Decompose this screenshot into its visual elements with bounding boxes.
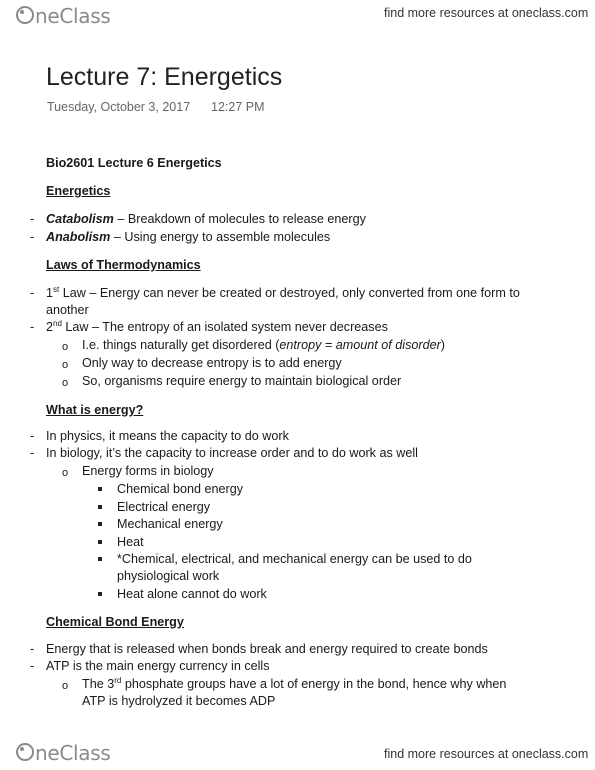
circle-bullet: o bbox=[62, 467, 69, 479]
energy-heading: What is energy? bbox=[46, 403, 144, 417]
circle-bullet: o bbox=[62, 377, 69, 389]
circle-bullet: o bbox=[62, 341, 69, 353]
dash-bullet: - bbox=[30, 659, 35, 673]
anabolism-text: – Using energy to assemble molecules bbox=[110, 230, 331, 244]
form-heat: Heat bbox=[117, 535, 144, 549]
first-law-sup: st bbox=[53, 285, 60, 294]
second-law-num: 2 bbox=[46, 320, 54, 334]
footer-resources-link[interactable]: find more resources at oneclass.com bbox=[384, 747, 589, 761]
laws-heading: Laws of Thermodynamics bbox=[46, 258, 201, 272]
square-bullet bbox=[98, 540, 102, 544]
atp-sub-pre: The 3 bbox=[82, 677, 115, 691]
oneclass-logo bbox=[16, 4, 111, 28]
form-physiological-cont: physiological work bbox=[117, 569, 220, 583]
atp-sub-sup: rd bbox=[114, 676, 122, 685]
catabolism-text: – Breakdown of molecules to release energy bbox=[113, 212, 366, 226]
chem-bond-item2: ATP is the main energy currency in cells bbox=[46, 659, 270, 673]
energy-forms-item: Energy forms in biology bbox=[82, 464, 214, 478]
entropy-sub3: So, organisms require energy to maintain biological order bbox=[82, 374, 402, 388]
chem-bond-item1: Energy that is released when bonds break and energy required to create bonds bbox=[46, 642, 488, 656]
dash-bullet: - bbox=[30, 212, 35, 226]
dash-bullet: - bbox=[30, 320, 35, 334]
note-time: 12:27 PM bbox=[211, 100, 265, 114]
dash-bullet: - bbox=[30, 286, 35, 300]
first-law-num: 1 bbox=[46, 286, 54, 300]
anabolism-term: Anabolism bbox=[46, 230, 111, 244]
entropy-sub2: Only way to decrease entropy is to add energy bbox=[82, 356, 342, 370]
footer-logo-text: neClass bbox=[35, 741, 111, 765]
course-heading: Bio2601 Lecture 6 Energetics bbox=[46, 156, 222, 170]
circle-bullet: o bbox=[62, 359, 69, 371]
square-bullet bbox=[98, 557, 102, 561]
second-law-item bbox=[46, 319, 388, 337]
entropy-definition: entropy = amount of disorder bbox=[279, 338, 441, 352]
dash-bullet: - bbox=[30, 429, 35, 443]
header-resources-link[interactable]: find more resources at oneclass.com bbox=[384, 6, 589, 20]
oneclass-logo-icon bbox=[16, 743, 34, 761]
atp-sub-cont: ATP is hydrolyzed it becomes ADP bbox=[82, 694, 276, 708]
form-mechanical: Mechanical energy bbox=[117, 517, 223, 531]
dash-bullet: - bbox=[30, 642, 35, 656]
atp-sub-item bbox=[82, 676, 506, 694]
square-bullet bbox=[98, 592, 102, 596]
entropy-sub1-post: ) bbox=[440, 338, 445, 352]
atp-sub-post: phosphate groups have a lot of energy in the bond, hence why when bbox=[121, 677, 507, 691]
square-bullet bbox=[98, 522, 102, 526]
dash-bullet: - bbox=[30, 446, 35, 460]
logo-text: neClass bbox=[35, 4, 111, 28]
circle-bullet: o bbox=[62, 680, 69, 692]
oneclass-logo-icon bbox=[16, 6, 34, 24]
energetics-heading: Energetics bbox=[46, 184, 111, 198]
energy-biology-item: In biology, it’s the capacity to increase order and to do work as well bbox=[46, 446, 418, 460]
second-law-text: Law – The entropy of an isolated system never decreases bbox=[61, 320, 388, 334]
first-law-text: Law – Energy can never be created or destroyed, only converted from one form to bbox=[59, 286, 520, 300]
entropy-sub1 bbox=[82, 337, 445, 355]
form-heat-alone: Heat alone cannot do work bbox=[117, 587, 267, 601]
square-bullet bbox=[98, 505, 102, 509]
oneclass-footer-logo bbox=[16, 741, 111, 765]
energy-physics-item: In physics, it means the capacity to do work bbox=[46, 429, 289, 443]
catabolism-term: Catabolism bbox=[46, 212, 114, 226]
form-electrical: Electrical energy bbox=[117, 500, 211, 514]
second-law-sup: nd bbox=[53, 319, 62, 328]
square-bullet bbox=[98, 487, 102, 491]
first-law-cont: another bbox=[46, 303, 89, 317]
anabolism-item bbox=[46, 229, 330, 247]
form-physiological-note: *Chemical, electrical, and mechanical energy can be used to do bbox=[117, 552, 472, 566]
form-chemical-bond: Chemical bond energy bbox=[117, 482, 244, 496]
dash-bullet: - bbox=[30, 230, 35, 244]
catabolism-item bbox=[46, 211, 366, 229]
first-law-item bbox=[46, 285, 520, 303]
chem-bond-heading: Chemical Bond Energy bbox=[46, 615, 184, 629]
page-title: Lecture 7: Energetics bbox=[46, 63, 283, 91]
note-date: Tuesday, October 3, 2017 bbox=[47, 100, 191, 114]
entropy-sub1-pre: I.e. things naturally get disordered ( bbox=[82, 338, 280, 352]
